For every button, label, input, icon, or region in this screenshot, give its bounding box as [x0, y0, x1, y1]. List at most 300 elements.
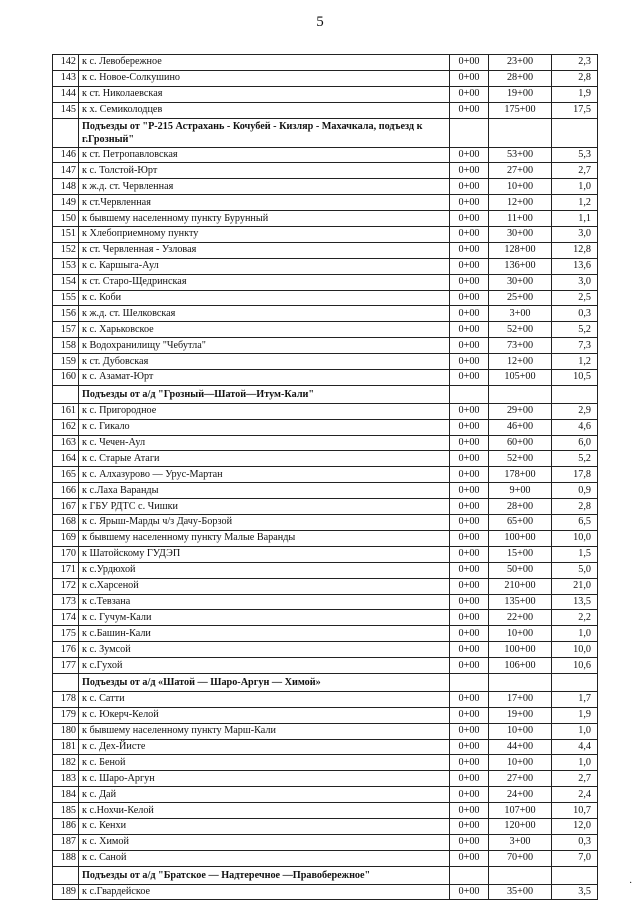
start-km: 0+00 — [450, 258, 489, 274]
length-km: 10,7 — [552, 803, 598, 819]
start-km: 0+00 — [450, 884, 489, 900]
end-km: 28+00 — [489, 499, 552, 515]
end-km-cell — [489, 673, 552, 691]
length-km: 5,3 — [552, 147, 598, 163]
end-km: 10+00 — [489, 179, 552, 195]
length-km: 2,7 — [552, 771, 598, 787]
roads-table-body — [53, 55, 598, 900]
road-name: к бывшему населенному пункту Бурунный — [79, 211, 450, 227]
road-name: к Хлебоприемному пункту — [79, 227, 450, 243]
end-km: 178+00 — [489, 467, 552, 483]
row-number: 175 — [53, 626, 79, 642]
road-name: к бывшему населенному пункту Малые Варанды — [79, 530, 450, 546]
end-km: 17+00 — [489, 691, 552, 707]
road-name: к Шатойскому ГУДЭП — [79, 546, 450, 562]
table-row — [53, 451, 598, 467]
table-row — [53, 179, 598, 195]
row-number-cell — [53, 866, 79, 884]
table-row — [53, 483, 598, 499]
table-row — [53, 787, 598, 803]
end-km: 73+00 — [489, 338, 552, 354]
row-number: 149 — [53, 195, 79, 211]
start-km: 0+00 — [450, 55, 489, 71]
end-km: 30+00 — [489, 227, 552, 243]
road-name: к с. Новое-Солкушино — [79, 70, 450, 86]
end-km: 46+00 — [489, 419, 552, 435]
row-number: 163 — [53, 435, 79, 451]
length-km: 5,2 — [552, 322, 598, 338]
start-km: 0+00 — [450, 818, 489, 834]
start-km: 0+00 — [450, 755, 489, 771]
road-name: к с. Левобережное — [79, 55, 450, 71]
length-cell — [552, 385, 598, 403]
end-km: 3+00 — [489, 306, 552, 322]
start-km: 0+00 — [450, 86, 489, 102]
length-km: 1,0 — [552, 179, 598, 195]
start-km-cell — [450, 673, 489, 691]
row-number: 151 — [53, 227, 79, 243]
row-number: 177 — [53, 658, 79, 674]
start-km: 0+00 — [450, 354, 489, 370]
row-number: 166 — [53, 483, 79, 499]
row-number: 178 — [53, 691, 79, 707]
length-km: 2,5 — [552, 290, 598, 306]
road-name: к с.Харсеной — [79, 578, 450, 594]
end-km: 3+00 — [489, 834, 552, 850]
end-km: 10+00 — [489, 723, 552, 739]
road-name: к с.Тевзана — [79, 594, 450, 610]
start-km: 0+00 — [450, 578, 489, 594]
start-km: 0+00 — [450, 403, 489, 419]
start-km: 0+00 — [450, 179, 489, 195]
row-number: 189 — [53, 884, 79, 900]
row-number: 155 — [53, 290, 79, 306]
table-row — [53, 626, 598, 642]
table-row — [53, 515, 598, 531]
start-km: 0+00 — [450, 723, 489, 739]
length-km: 0,3 — [552, 834, 598, 850]
start-km: 0+00 — [450, 306, 489, 322]
row-number: 146 — [53, 147, 79, 163]
road-name: к с. Азамат-Юрт — [79, 370, 450, 386]
road-name: к с. Старые Атаги — [79, 451, 450, 467]
section-header-row — [53, 385, 598, 403]
end-km: 70+00 — [489, 850, 552, 866]
row-number: 160 — [53, 370, 79, 386]
start-km: 0+00 — [450, 102, 489, 118]
road-name: к с. Ярыш-Марды ч/з Дачу-Борзой — [79, 515, 450, 531]
table-row — [53, 435, 598, 451]
end-km: 10+00 — [489, 755, 552, 771]
table-row — [53, 70, 598, 86]
road-name: к с. Толстой-Юрт — [79, 163, 450, 179]
table-row — [53, 546, 598, 562]
section-title: Подъезды от а/д «Шатой — Шаро-Аргун — Химой» — [79, 673, 450, 691]
road-name: к ст. Дубовская — [79, 354, 450, 370]
road-name: к с. Коби — [79, 290, 450, 306]
road-name: к ст. Старо-Щедринская — [79, 274, 450, 290]
row-number: 144 — [53, 86, 79, 102]
road-name: к с.Гвардейское — [79, 884, 450, 900]
end-km: 128+00 — [489, 242, 552, 258]
table-row — [53, 834, 598, 850]
table-row — [53, 467, 598, 483]
row-number: 188 — [53, 850, 79, 866]
end-km: 27+00 — [489, 163, 552, 179]
road-name: к ГБУ РДТС с. Чишки — [79, 499, 450, 515]
start-km: 0+00 — [450, 451, 489, 467]
start-km: 0+00 — [450, 338, 489, 354]
end-km: 136+00 — [489, 258, 552, 274]
table-row — [53, 530, 598, 546]
end-km: 28+00 — [489, 70, 552, 86]
road-name: к с.Башин-Кали — [79, 626, 450, 642]
length-km: 7,3 — [552, 338, 598, 354]
margin-mark: · — [629, 878, 633, 889]
road-name: к с. Дай — [79, 787, 450, 803]
length-km: 1,2 — [552, 354, 598, 370]
end-km: 52+00 — [489, 322, 552, 338]
table-row — [53, 227, 598, 243]
length-km: 6,0 — [552, 435, 598, 451]
table-row — [53, 803, 598, 819]
length-km: 0,9 — [552, 483, 598, 499]
start-km-cell — [450, 866, 489, 884]
start-km: 0+00 — [450, 626, 489, 642]
row-number: 153 — [53, 258, 79, 274]
end-km: 120+00 — [489, 818, 552, 834]
road-name: к с. Шаро-Аргун — [79, 771, 450, 787]
end-km-cell — [489, 385, 552, 403]
row-number: 183 — [53, 771, 79, 787]
start-km-cell — [450, 385, 489, 403]
row-number: 162 — [53, 419, 79, 435]
row-number: 176 — [53, 642, 79, 658]
table-row — [53, 163, 598, 179]
row-number: 156 — [53, 306, 79, 322]
table-row — [53, 771, 598, 787]
length-km: 1,7 — [552, 691, 598, 707]
table-row — [53, 884, 598, 900]
end-km: 175+00 — [489, 102, 552, 118]
table-row — [53, 370, 598, 386]
table-row — [53, 691, 598, 707]
row-number: 173 — [53, 594, 79, 610]
length-km: 10,0 — [552, 642, 598, 658]
start-km: 0+00 — [450, 195, 489, 211]
table-row — [53, 354, 598, 370]
start-km: 0+00 — [450, 610, 489, 626]
row-number: 165 — [53, 467, 79, 483]
row-number: 150 — [53, 211, 79, 227]
road-name: к Водохранилищу "Чебутла" — [79, 338, 450, 354]
length-km: 2,2 — [552, 610, 598, 626]
row-number: 159 — [53, 354, 79, 370]
end-km: 24+00 — [489, 787, 552, 803]
road-name: к ст. Николаевская — [79, 86, 450, 102]
road-name: к х. Семиколодцев — [79, 102, 450, 118]
length-km: 7,0 — [552, 850, 598, 866]
length-cell — [552, 866, 598, 884]
end-km: 23+00 — [489, 55, 552, 71]
road-name: к с. Гикало — [79, 419, 450, 435]
table-row — [53, 419, 598, 435]
start-km: 0+00 — [450, 435, 489, 451]
start-km: 0+00 — [450, 642, 489, 658]
table-row — [53, 306, 598, 322]
section-title: Подъезды от а/д "Грозный—Шатой—Итум-Кали" — [79, 385, 450, 403]
length-km: 10,5 — [552, 370, 598, 386]
roads-table — [52, 54, 598, 900]
length-km: 5,0 — [552, 562, 598, 578]
table-row — [53, 723, 598, 739]
row-number: 181 — [53, 739, 79, 755]
length-km: 3,0 — [552, 227, 598, 243]
row-number: 182 — [53, 755, 79, 771]
row-number: 157 — [53, 322, 79, 338]
end-km: 12+00 — [489, 354, 552, 370]
road-name: к с. Юкерч-Келой — [79, 707, 450, 723]
start-km: 0+00 — [450, 850, 489, 866]
table-row — [53, 211, 598, 227]
length-km: 3,5 — [552, 884, 598, 900]
row-number: 180 — [53, 723, 79, 739]
road-name: к с. Алхазурово — Урус-Мартан — [79, 467, 450, 483]
length-km: 13,6 — [552, 258, 598, 274]
section-header-row — [53, 118, 598, 147]
table-row — [53, 322, 598, 338]
road-name: к ст.Червленная — [79, 195, 450, 211]
start-km: 0+00 — [450, 163, 489, 179]
table-row — [53, 290, 598, 306]
road-name: к с. Саной — [79, 850, 450, 866]
table-row — [53, 850, 598, 866]
road-name: к с. Каршыга-Аул — [79, 258, 450, 274]
table-row — [53, 562, 598, 578]
end-km: 11+00 — [489, 211, 552, 227]
row-number: 145 — [53, 102, 79, 118]
end-km: 9+00 — [489, 483, 552, 499]
table-row — [53, 594, 598, 610]
end-km: 106+00 — [489, 658, 552, 674]
table-row — [53, 195, 598, 211]
end-km: 15+00 — [489, 546, 552, 562]
length-km: 2,7 — [552, 163, 598, 179]
table-row — [53, 102, 598, 118]
end-km: 135+00 — [489, 594, 552, 610]
road-name: к с.Гухой — [79, 658, 450, 674]
road-name: к с. Кенхи — [79, 818, 450, 834]
road-name: к с. Химой — [79, 834, 450, 850]
road-name: к ж.д. ст. Червленная — [79, 179, 450, 195]
end-km: 30+00 — [489, 274, 552, 290]
length-km: 21,0 — [552, 578, 598, 594]
length-km: 10,0 — [552, 530, 598, 546]
table-row — [53, 274, 598, 290]
length-km: 12,0 — [552, 818, 598, 834]
length-km: 2,4 — [552, 787, 598, 803]
end-km: 105+00 — [489, 370, 552, 386]
end-km-cell — [489, 118, 552, 147]
end-km: 107+00 — [489, 803, 552, 819]
length-km: 17,8 — [552, 467, 598, 483]
start-km: 0+00 — [450, 242, 489, 258]
start-km: 0+00 — [450, 419, 489, 435]
start-km: 0+00 — [450, 707, 489, 723]
end-km: 19+00 — [489, 707, 552, 723]
length-km: 1,0 — [552, 755, 598, 771]
page-number: 5 — [316, 14, 324, 30]
row-number: 154 — [53, 274, 79, 290]
row-number: 171 — [53, 562, 79, 578]
table-row — [53, 739, 598, 755]
row-number: 143 — [53, 70, 79, 86]
length-km: 1,0 — [552, 626, 598, 642]
table-row — [53, 642, 598, 658]
row-number: 184 — [53, 787, 79, 803]
row-number: 148 — [53, 179, 79, 195]
start-km: 0+00 — [450, 739, 489, 755]
row-number: 172 — [53, 578, 79, 594]
row-number: 168 — [53, 515, 79, 531]
start-km: 0+00 — [450, 70, 489, 86]
start-km: 0+00 — [450, 658, 489, 674]
table-row — [53, 610, 598, 626]
length-km: 1,5 — [552, 546, 598, 562]
end-km: 25+00 — [489, 290, 552, 306]
end-km: 60+00 — [489, 435, 552, 451]
table-row — [53, 86, 598, 102]
end-km: 100+00 — [489, 530, 552, 546]
length-cell — [552, 118, 598, 147]
length-km: 17,5 — [552, 102, 598, 118]
row-number-cell — [53, 673, 79, 691]
road-name: к с.Лаха Варанды — [79, 483, 450, 499]
length-km: 5,2 — [552, 451, 598, 467]
length-km: 12,8 — [552, 242, 598, 258]
start-km: 0+00 — [450, 803, 489, 819]
end-km: 29+00 — [489, 403, 552, 419]
row-number-cell — [53, 385, 79, 403]
road-name: к с. Сатти — [79, 691, 450, 707]
start-km: 0+00 — [450, 530, 489, 546]
end-km: 52+00 — [489, 451, 552, 467]
start-km: 0+00 — [450, 274, 489, 290]
table-row — [53, 578, 598, 594]
road-name: к с. Пригородное — [79, 403, 450, 419]
table-row — [53, 147, 598, 163]
start-km: 0+00 — [450, 546, 489, 562]
start-km: 0+00 — [450, 211, 489, 227]
length-km: 2,8 — [552, 70, 598, 86]
start-km: 0+00 — [450, 562, 489, 578]
start-km: 0+00 — [450, 771, 489, 787]
end-km: 19+00 — [489, 86, 552, 102]
road-name: к с. Харьковское — [79, 322, 450, 338]
length-km: 3,0 — [552, 274, 598, 290]
road-name: к ст. Петропавловская — [79, 147, 450, 163]
end-km: 210+00 — [489, 578, 552, 594]
start-km: 0+00 — [450, 515, 489, 531]
length-km: 13,5 — [552, 594, 598, 610]
end-km: 50+00 — [489, 562, 552, 578]
row-number: 158 — [53, 338, 79, 354]
start-km: 0+00 — [450, 227, 489, 243]
start-km: 0+00 — [450, 322, 489, 338]
table-row — [53, 755, 598, 771]
road-name: к с. Гучум-Кали — [79, 610, 450, 626]
row-number: 170 — [53, 546, 79, 562]
length-km: 1,0 — [552, 723, 598, 739]
start-km: 0+00 — [450, 370, 489, 386]
start-km: 0+00 — [450, 691, 489, 707]
end-km-cell — [489, 866, 552, 884]
end-km: 53+00 — [489, 147, 552, 163]
length-km: 1,9 — [552, 86, 598, 102]
end-km: 35+00 — [489, 884, 552, 900]
row-number: 187 — [53, 834, 79, 850]
table-row — [53, 242, 598, 258]
section-title: Подъезды от "Р-215 Астрахань - Кочубей - Кизляр - Махачкала, подъезд к г.Грозный" — [79, 118, 450, 147]
row-number: 174 — [53, 610, 79, 626]
length-km: 2,8 — [552, 499, 598, 515]
row-number: 169 — [53, 530, 79, 546]
end-km: 27+00 — [489, 771, 552, 787]
row-number-cell — [53, 118, 79, 147]
row-number: 179 — [53, 707, 79, 723]
section-title: Подъезды от а/д "Братское — Надтеречное —Правобережное" — [79, 866, 450, 884]
section-header-row — [53, 866, 598, 884]
road-name: к с. Чечен-Аул — [79, 435, 450, 451]
row-number: 161 — [53, 403, 79, 419]
length-cell — [552, 673, 598, 691]
length-km: 2,9 — [552, 403, 598, 419]
row-number: 186 — [53, 818, 79, 834]
length-km: 1,9 — [552, 707, 598, 723]
road-name: к ж.д. ст. Шелковская — [79, 306, 450, 322]
row-number: 164 — [53, 451, 79, 467]
length-km: 4,6 — [552, 419, 598, 435]
start-km-cell — [450, 118, 489, 147]
end-km: 10+00 — [489, 626, 552, 642]
table-row — [53, 338, 598, 354]
row-number: 142 — [53, 55, 79, 71]
start-km: 0+00 — [450, 483, 489, 499]
row-number: 152 — [53, 242, 79, 258]
length-km: 2,3 — [552, 55, 598, 71]
table-row — [53, 658, 598, 674]
table-row — [53, 818, 598, 834]
length-km: 10,6 — [552, 658, 598, 674]
table-row — [53, 55, 598, 71]
road-name: к с.Нохчи-Келой — [79, 803, 450, 819]
start-km: 0+00 — [450, 499, 489, 515]
start-km: 0+00 — [450, 290, 489, 306]
start-km: 0+00 — [450, 834, 489, 850]
end-km: 22+00 — [489, 610, 552, 626]
road-name: к с. Беной — [79, 755, 450, 771]
start-km: 0+00 — [450, 594, 489, 610]
row-number: 185 — [53, 803, 79, 819]
length-km: 6,5 — [552, 515, 598, 531]
end-km: 65+00 — [489, 515, 552, 531]
start-km: 0+00 — [450, 147, 489, 163]
road-name: к с.Урдюхой — [79, 562, 450, 578]
length-km: 1,1 — [552, 211, 598, 227]
table-row — [53, 258, 598, 274]
start-km: 0+00 — [450, 467, 489, 483]
length-km: 0,3 — [552, 306, 598, 322]
